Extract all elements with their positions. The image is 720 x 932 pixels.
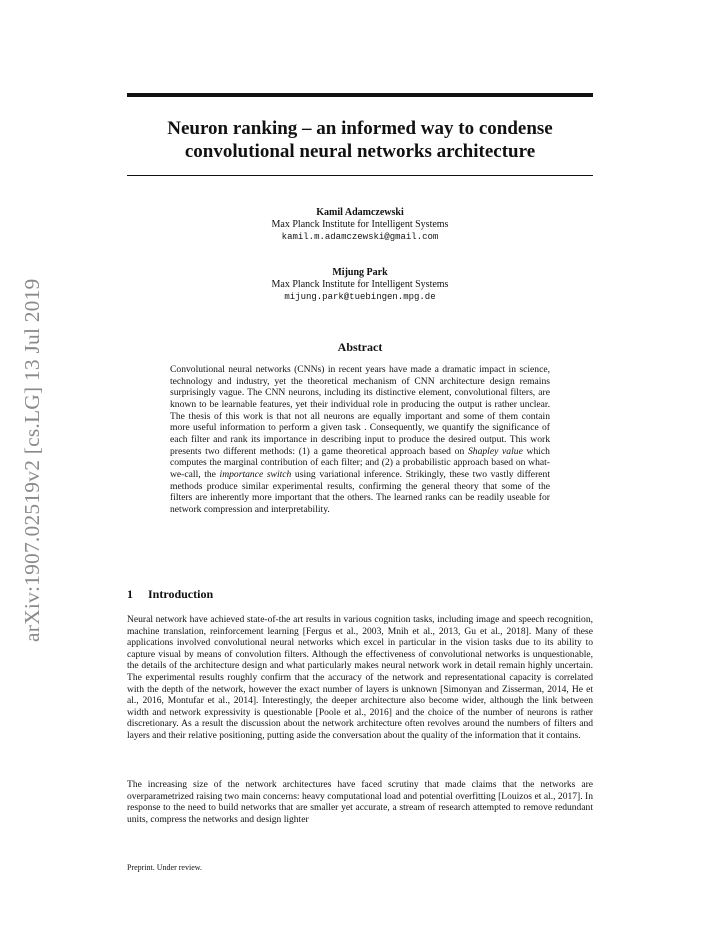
abstract-heading: Abstract xyxy=(337,340,383,354)
preprint-footer: Preprint. Under review. xyxy=(127,863,203,872)
author-email: kamil.m.adamczewski@gmail.com xyxy=(281,232,439,242)
abstract-text-part-2: which computes the marginal contribution of each filter; and (2) a probabilistic approach based on what-we-call, the xyxy=(170,445,550,480)
author-name: Mijung Park xyxy=(332,267,388,278)
abstract-emphasis-switch: importance switch xyxy=(219,468,292,480)
section-heading-introduction xyxy=(127,587,213,602)
section-title: Introduction xyxy=(148,587,214,601)
title-bottom-rule xyxy=(127,175,593,176)
author-block-1 xyxy=(127,207,593,243)
author-affiliation: Max Planck Institute for Intelligent Systems xyxy=(271,279,449,290)
introduction-paragraph-2: The increasing size of the network architectures have faced scrutiny that made claims that the networks are overparametrized raising two main concerns: heavy computational load and potential overfitting [Louizos et al., 2017]. In response to the need to build networks that are smaller yet accurate, a stream of research attempted to remove redundant units, compress the networks and design lighter xyxy=(127,779,593,825)
abstract-text-part-1: Convolutional neural networks (CNNs) in recent years have made a dramatic impact in science, technology and industry, yet the theoretical mechanism of CNN architecture design remains surprisingly vague. The CNN neurons, including its distinctive element, convolutional filters, are known to be learnable features, yet their individual role in producing the output is rather unclear. The thesis of this work is that not all neurons are equally important and some of them contain more useful information to perform a given task . Consequently, we quantify the significance of each filter and rank its importance in describing input to produce the desired output. This work presents two different methods: (1) a game theoretical approach based on xyxy=(170,364,550,457)
arxiv-identifier: arXiv:1907.02519v2 [cs.LG] 13 Jul 2019 xyxy=(20,278,44,642)
title-top-rule xyxy=(127,93,593,97)
paper-title-line-1: Neuron ranking – an informed way to condense xyxy=(167,118,553,139)
author-affiliation: Max Planck Institute for Intelligent Systems xyxy=(271,219,449,230)
author-block-2 xyxy=(127,267,593,303)
abstract-emphasis-shapley: Shapley value xyxy=(467,445,523,457)
introduction-paragraph-1: Neural network have achieved state-of-the art results in various cognition tasks, including image and speech recognition, machine translation, reinforcement learning [Fergus et al., 2003, Mnih et al., 2013, Gu et al., 2018]. Many of these applications involved convolutional neural networks which excel in particular in the vision tasks due to its ability to capture visual by means of convolution filters. Although the effectiveness of convolutional networks is unquestionable, the details of the architecture design and what particularly makes neural network work in detail remain highly uncertain. The experimental results roughly confirm that the accuracy of the network and representational capacity is correlated with the depth of the network, however the exact number of layers is unknown [Simonyan and Zisserman, 2014, He et al., 2016, Montufar et al., 2014]. Interestingly, the deeper architecture also become wider, although the link between width and network expressivity is questionable [Poole et al., 2016] and the choice of the number of neurons is rather discretionary. As a result the discussion about the network architecture often revolves around the numbers of filters and layers and their relative positioning, putting aside the conversation about the quality of the information that it contains. xyxy=(127,614,593,741)
paper-title-line-2: convolutional neural networks architecture xyxy=(184,141,536,162)
author-email: mijung.park@tuebingen.mpg.de xyxy=(284,292,436,302)
abstract-text xyxy=(170,364,550,516)
abstract-text-part-3: using variational inference. Strikingly, these two vastly different methods produce similar experimental results, confirming the general theory that some of the filters are inherently more important that the others. The learned ranks can be readily useable for network compression and interpretability. xyxy=(170,468,550,515)
section-number: 1 xyxy=(127,587,133,601)
paper-title xyxy=(127,117,593,163)
author-name: Kamil Adamczewski xyxy=(316,207,404,218)
